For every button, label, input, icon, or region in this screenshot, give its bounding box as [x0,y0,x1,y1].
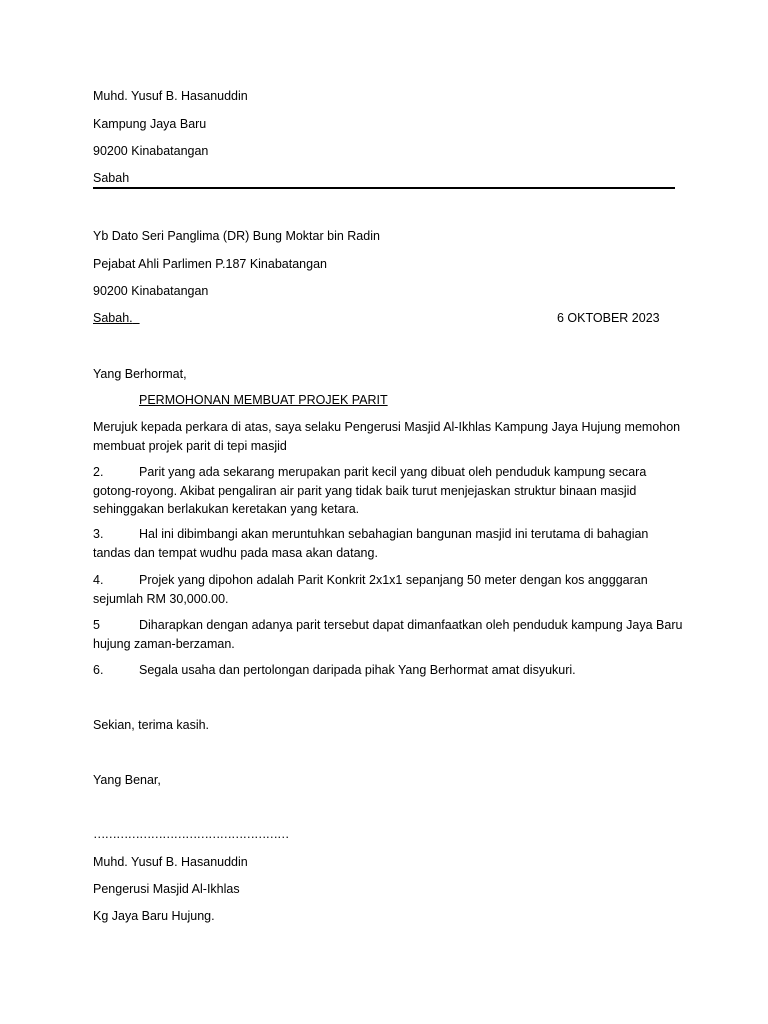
paragraph-number: 6. [93,663,104,677]
subject-heading: PERMOHONAN MEMBUAT PROJEK PARIT [139,393,388,407]
sender-address-line-1: Kampung Jaya Baru [93,117,207,131]
recipient-address: 90200 Kinabatangan [93,284,209,298]
paragraph-3 [93,525,683,562]
paragraph-text: Diharapkan dengan adanya parit tersebut dapat dimanfaatkan oleh penduduk kampung Jaya Baru hujung zaman-berzaman. [93,618,683,651]
letter-date: 6 OKTOBER 2023 [557,311,660,325]
recipient-office: Pejabat Ahli Parlimen P.187 Kinabatangan [93,257,327,271]
signer-name: Muhd. Yusuf B. Hasanuddin [93,855,248,869]
paragraph-4 [93,571,683,608]
paragraph-text: Projek yang dipohon adalah Parit Konkrit 2x1x1 sepanjang 50 meter dengan kos angggaran sejumlah RM 30,000.00. [93,573,648,606]
paragraph-number: 5 [93,618,100,632]
recipient-state [93,309,140,327]
paragraph-number: 2. [93,465,104,479]
paragraph-2 [93,463,683,519]
signature-line: …………………………………………… [93,827,289,841]
paragraph-number: 3. [93,527,104,541]
sender-state: Sabah [93,171,130,185]
recipient-state-text: Sabah. [93,311,133,325]
closing-remark: Sekian, terima kasih. [93,718,210,732]
intro-paragraph: Merujuk kepada perkara di atas, saya selaku Pengerusi Masjid Al-Ikhlas Kampung Jaya Hujung memohon membuat projek parit di tepi masjid [93,420,681,453]
paragraph-number: 4. [93,573,104,587]
signoff: Yang Benar, [93,773,161,787]
paragraph-text: Parit yang ada sekarang merupakan parit kecil yang dibuat oleh penduduk kampung secara gotong-royong. Akibat pengaliran air parit yang tidak baik turut menjejaskan struktur binaan masjid sehinggakan berlakukan keretakan yang ketara. [93,465,647,516]
recipient-state-trailing [133,311,140,325]
paragraph-text: Hal ini dibimbangi akan meruntuhkan sebahagian bangunan masjid ini terutama di bahagian tandas dan tempat wudhu pada masa akan datang. [93,527,649,560]
salutation: Yang Berhormat, [93,367,187,381]
letterhead-divider [93,187,675,189]
signer-title: Pengerusi Masjid Al-Ikhlas [93,882,240,896]
paragraph-6 [93,661,683,680]
recipient-name: Yb Dato Seri Panglima (DR) Bung Moktar bin Radin [93,229,380,243]
signer-place: Kg Jaya Baru Hujung. [93,909,215,923]
sender-name: Muhd. Yusuf B. Hasanuddin [93,89,248,103]
sender-address-line-2: 90200 Kinabatangan [93,144,209,158]
paragraph-text: Segala usaha dan pertolongan daripada pihak Yang Berhormat amat disyukuri. [139,663,576,677]
paragraph-5 [93,616,683,653]
